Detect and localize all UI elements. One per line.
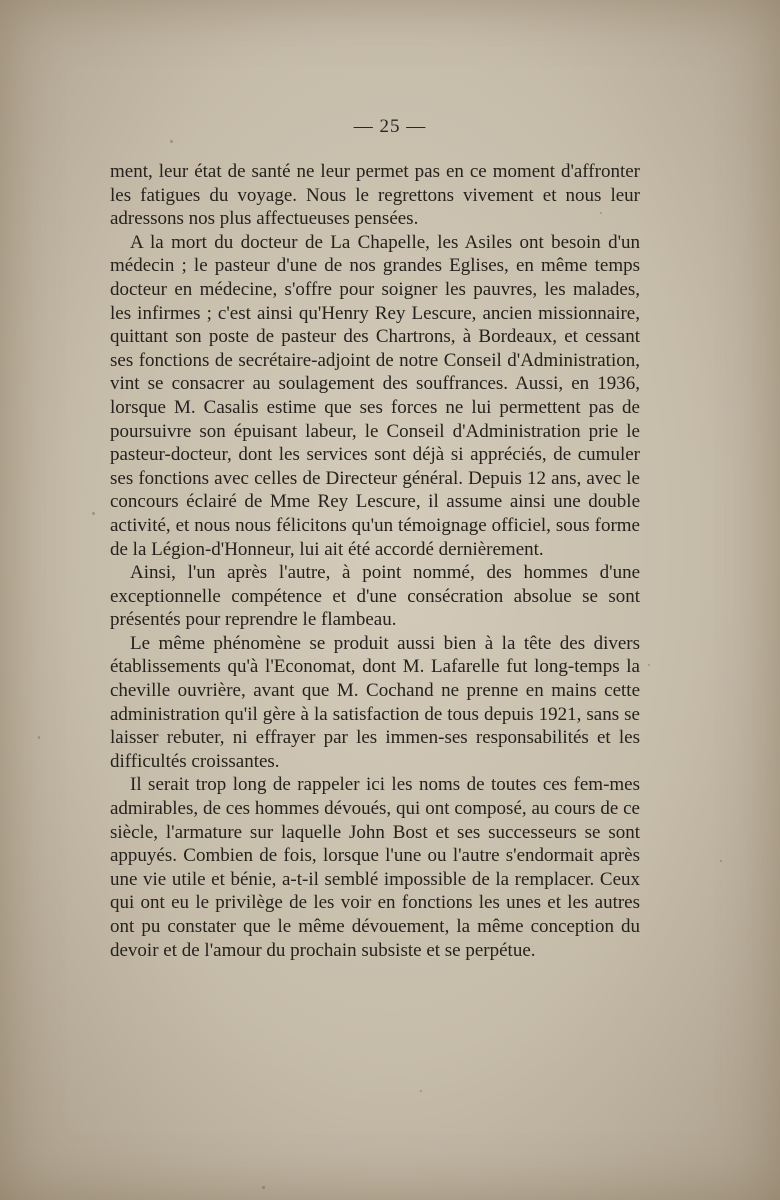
paragraph: Ainsi, l'un après l'autre, à point nommé, des hommes d'une exceptionnelle compétence et d'une consécration absolue se sont présentés pour reprendre le flambeau. [110,562,640,631]
paper-speck [38,736,40,739]
paper-speck [720,860,722,862]
paragraph: A la mort du docteur de La Chapelle, les Asiles ont besoin d'un médecin ; le pasteur d'une de nos grandes Eglises, en même temps docteur en médecine, s'offre pour soigner les pauvres, les malades, les infirmes ; c'est ainsi qu'Henry Rey Lescure, ancien missionnaire, quittant son poste de pasteur des Chartrons, à Bordeaux, et cessant ses fonctions de secrétaire-adjoint de notre Conseil d'Administration, vint se consacrer au soulagement des souffrances. Aussi, en 1936, lorsque M. Casalis estime que ses forces ne lui permettent pas de poursuivre son épuisant labeur, le Conseil d'Administration prie le pasteur-docteur, dont les services sont déjà si appréciés, de cumuler ses fonctions avec celles de Directeur général. Depuis 12 ans, avec le concours éclairé de Mme Rey Lescure, il assume ainsi une double activité, et nous nous félicitons qu'un témoignage officiel, sous forme de la Légion-d'Honneur, lui ait été accordé dernièrement. [110,231,640,560]
paper-speck [92,512,95,515]
paragraph: Il serait trop long de rappeler ici les noms de toutes ces fem-mes admirables, de ces hommes dévoués, qui ont composé, au cours de ce siècle, l'armature sur laquelle John Bost et ses successeurs se sont appuyés. Combien de fois, lorsque l'une ou l'autre s'endormait après une vie utile et bénie, a-t-il semblé impossible de la remplacer. Ceux qui ont eu le privilège de les voir en fonctions les unes et les autres ont pu constater que le même dévouement, la même conception du devoir et de l'amour du prochain subsiste et se perpétue. [110,774,640,961]
paper-speck [170,140,173,143]
paragraph: ment, leur état de santé ne leur permet pas en ce moment d'affronter les fatigues du voyage. Nous le regrettons vivement et nous leur adressons nos plus affectueuses pensées. [110,161,640,230]
body-text [110,160,640,962]
paper-speck [648,664,650,666]
paper-speck [420,1090,422,1092]
page-number: — 25 — [353,116,427,137]
paragraph: Le même phénomène se produit aussi bien à la tête des divers établissements qu'à l'Economat, dont M. Lafarelle fut long-temps la cheville ouvrière, avant que M. Cochand ne prenne en mains cette administration qu'il gère à la satisfaction de tous depuis 1921, sans se laisser rebuter, ni effrayer par les immen-ses responsabilités et les difficultés croissantes. [110,632,640,772]
paper-speck [262,1186,265,1189]
